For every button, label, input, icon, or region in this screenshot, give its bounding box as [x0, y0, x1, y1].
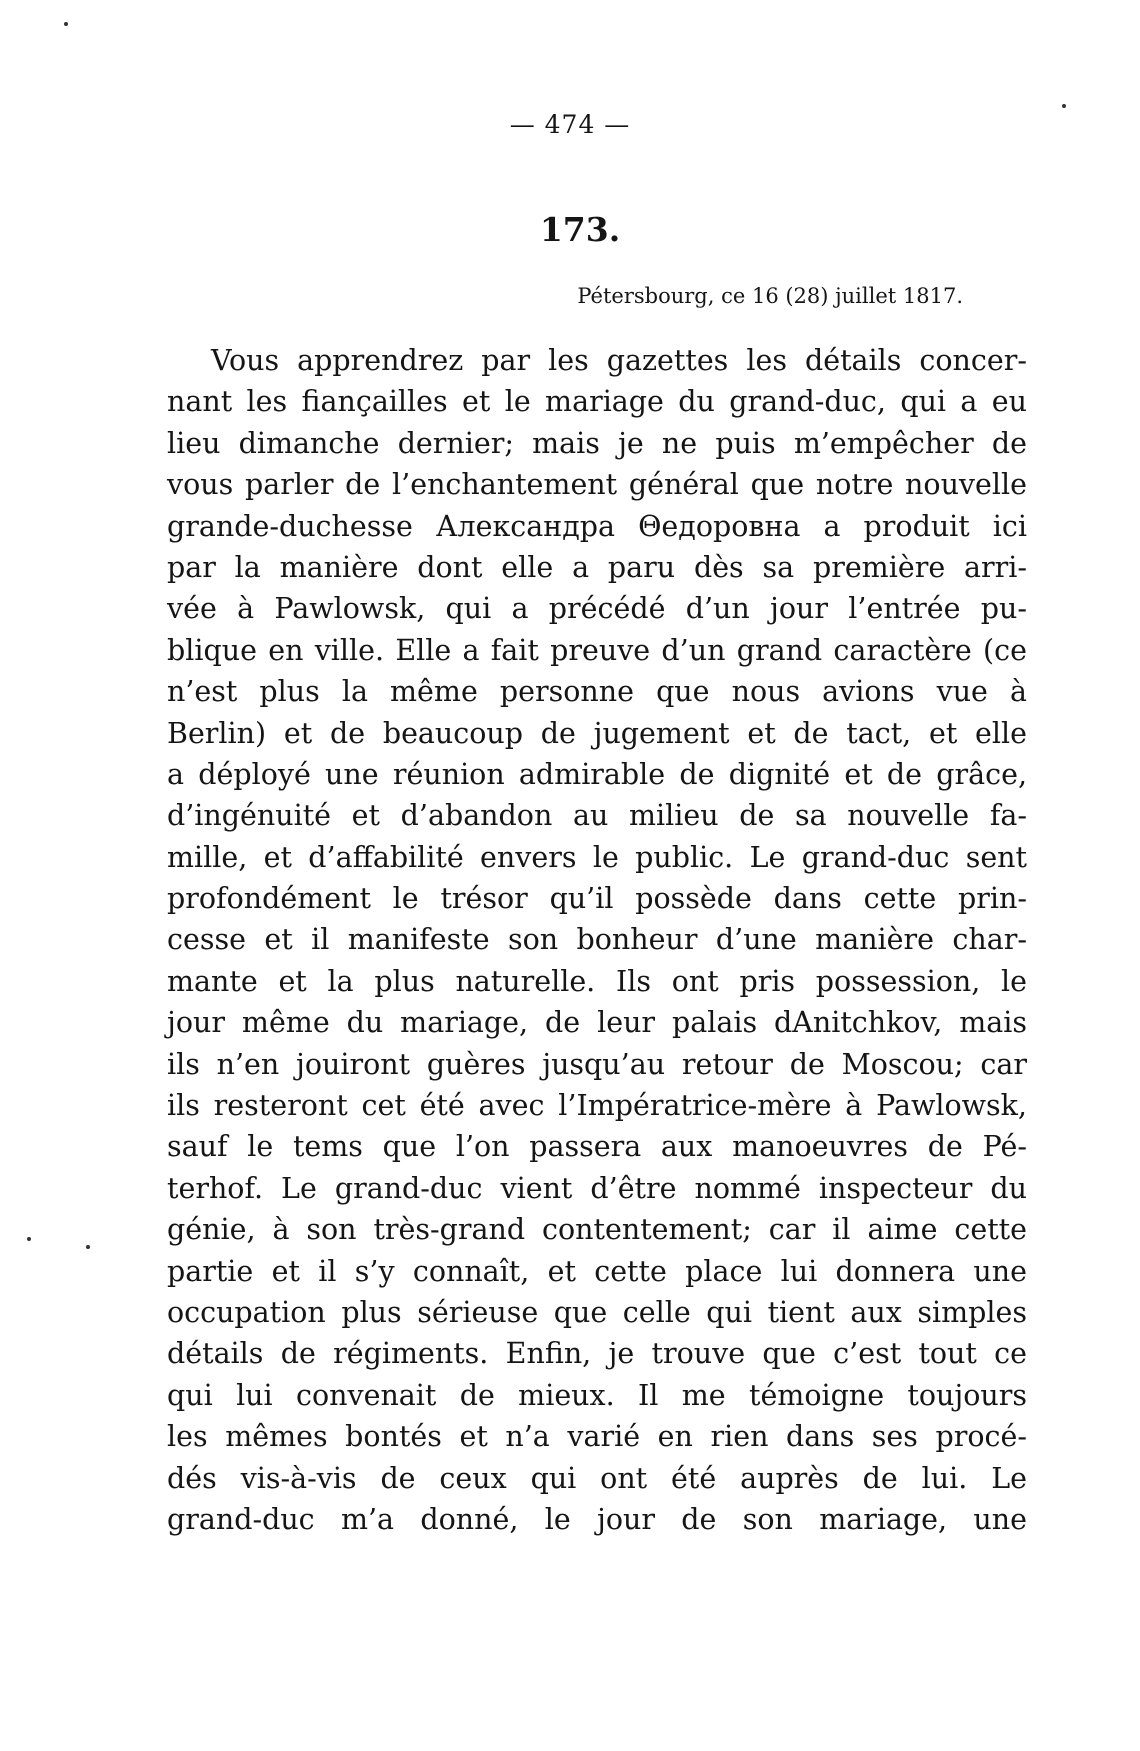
text-line: Berlin) et de beaucoup de jugement et de tact, et elle — [167, 716, 1027, 750]
text-line: jour même du mariage, de leur palais dAnitchkov, mais — [167, 1006, 1027, 1040]
text-line: partie et il s’y connaît, et cette place lui donnera une — [167, 1254, 1027, 1288]
text-line: d’ingénuité et d’abandon au milieu de sa nouvelle fa- — [167, 799, 1027, 833]
text-line: par la manière dont elle a paru dès sa première arri- — [167, 550, 1027, 584]
text-line: détails de régiments. Enfin, je trouve que c’est tout ce — [167, 1337, 1027, 1371]
print-speck — [86, 1245, 90, 1249]
text-line: grande-duchesse Александра Θедоровна a produit ici — [167, 509, 1027, 543]
text-line: Vous apprendrez par les gazettes les détails concer- — [211, 344, 1027, 377]
page-number: — 474 — — [509, 110, 631, 139]
text-line: cesse et il manifeste son bonheur d’une manière char- — [167, 923, 1027, 957]
text-line: mille, et d’affabilité envers le public. Le grand-duc sent — [167, 840, 1027, 874]
letter-body — [167, 340, 1027, 1540]
text-line: grand-duc m’a donné, le jour de son mariage, une — [167, 1502, 1027, 1536]
text-line: ils n’en jouiront guères jusqu’au retour de Moscou; car — [167, 1047, 1027, 1081]
text-line: les mêmes bontés et n’a varié en rien dans ses procé- — [167, 1420, 1027, 1454]
print-speck — [64, 22, 68, 26]
text-line: sauf le tems que l’on passera aux manoeuvres de Pé- — [167, 1130, 1027, 1164]
text-line: génie, à son très-grand contentement; car il aime cette — [167, 1213, 1027, 1247]
text-line: terhof. Le grand-duc vient d’être nommé inspecteur du — [167, 1171, 1027, 1205]
text-line: lieu dimanche dernier; mais je ne puis m’empêcher de — [167, 426, 1027, 460]
text-line: nant les fiançailles et le mariage du grand-duc, qui a eu — [167, 385, 1027, 419]
text-line: n’est plus la même personne que nous avions vue à — [167, 675, 1027, 709]
text-line: vous parler de l’enchantement général que notre nouvelle — [167, 468, 1027, 502]
print-speck — [27, 1237, 31, 1241]
text-line: profondément le trésor qu’il possède dans cette prin- — [167, 882, 1027, 916]
letter-number: 173. — [539, 210, 621, 249]
text-line: blique en ville. Elle a fait preuve d’un grand caractère (ce — [167, 633, 1027, 667]
print-speck — [1062, 104, 1066, 108]
text-line: occupation plus sérieuse que celle qui tient aux simples — [167, 1295, 1027, 1329]
text-line: dés vis-à-vis de ceux qui ont été auprès de lui. Le — [167, 1461, 1027, 1495]
text-line: a déployé une réunion admirable de dignité et de grâce, — [167, 757, 1027, 791]
text-line: ils resteront cet été avec l’Impératrice-mère à Pawlowsk, — [167, 1089, 1027, 1123]
text-line: vée à Pawlowsk, qui a précédé d’un jour l’entrée pu- — [167, 592, 1027, 626]
text-line: qui lui convenait de mieux. Il me témoigne toujours — [167, 1378, 1027, 1412]
text-line: mante et la plus naturelle. Ils ont pris possession, le — [167, 964, 1027, 998]
dateline: Pétersbourg, ce 16 (28) juillet 1817. — [577, 284, 963, 308]
